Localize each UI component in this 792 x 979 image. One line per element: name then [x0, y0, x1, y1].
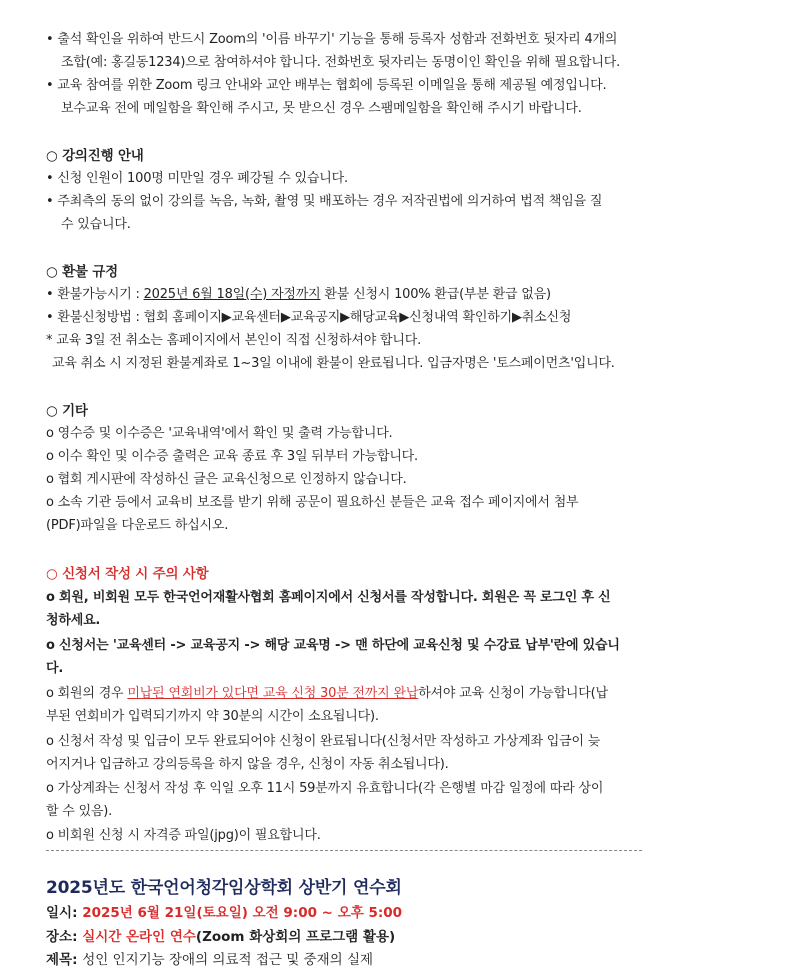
virtual-account-notice-cont: 할 수 있음). — [46, 804, 113, 819]
refund-method: • 환불신청방법 : 협회 홈페이지▶교육센터▶교육공지▶해당교육▶신청내역 확인하기▶취소신청 — [46, 310, 572, 325]
copyright-notice-cont: 수 있습니다. — [61, 217, 131, 232]
refund-period-detail: 환불 신청시 100% 환급(부분 환급 없음) — [320, 287, 551, 302]
payment-complete-notice: o 신청서 작성 및 입금이 모두 완료되어야 신청이 완료됩니다(신청서만 작성하고 가상계좌 입금이 늦 — [46, 734, 601, 749]
official-doc-notice-cont: (PDF)파일을 다운로드 하십시오. — [46, 518, 229, 533]
etc-heading: ○ 기타 — [46, 403, 88, 419]
form-location-notice-cont: 다. — [46, 661, 64, 676]
membership-fee-deadline: 미납된 연회비가 있다면 교육 신청 30분 전까지 완납 — [127, 686, 419, 701]
event-place-label: 장소: — [46, 929, 83, 945]
event-place-value: 실시간 온라인 연수 — [82, 929, 196, 945]
event-title: 2025년도 한국언어청각임상학회 상반기 연수회 — [46, 878, 402, 898]
membership-fee-notice — [46, 684, 746, 704]
event-place — [46, 927, 395, 947]
event-date-label: 일시: — [46, 905, 83, 921]
login-notice-cont: 청하세요. — [46, 613, 101, 628]
refund-heading: ○ 환불 규정 — [46, 264, 118, 280]
official-doc-notice: o 소속 기관 등에서 교육비 보조를 받기 위해 공문이 필요하신 분들은 교육 접수 페이지에서 첨부 — [46, 495, 579, 510]
lecture-cancel-notice: • 신청 인원이 100명 미만일 경우 폐강될 수 있습니다. — [46, 171, 348, 186]
event-topic — [46, 950, 373, 970]
receipt-notice: o 영수증 및 이수증은 '교육내역'에서 확인 및 출력 가능합니다. — [46, 426, 393, 441]
payment-complete-notice-cont: 어지거나 입금하고 강의등록을 하지 않을 경우, 신청이 자동 취소됩니다). — [46, 757, 449, 772]
zoom-link-notice-cont: 보수교육 전에 메일함을 확인해 주시고, 못 받으신 경우 스팸메일함을 확인해 주시기 바랍니다. — [61, 101, 582, 116]
membership-fee-lead: o 회원의 경우 — [46, 686, 128, 701]
zoom-rename-notice: • 출석 확인을 위하여 반드시 Zoom의 '이름 바꾸기' 기능을 통해 등록자 성함과 전화번호 뒷자리 4개의 — [46, 32, 618, 47]
virtual-account-notice: o 가상계좌는 신청서 작성 후 익일 오후 11시 59분까지 유효합니다(각 은행별 마감 일정에 따라 상이 — [46, 781, 604, 796]
event-topic-label: 제목: — [46, 952, 83, 968]
non-member-notice: o 비회원 신청 시 자격증 파일(jpg)이 필요합니다. — [46, 828, 321, 843]
certificate-notice: o 이수 확인 및 이수증 출력은 교육 종료 후 3일 뒤부터 가능합니다. — [46, 449, 418, 464]
event-date — [46, 903, 402, 923]
login-notice: o 회원, 비회원 모두 한국언어재활사협회 홈페이지에서 신청서를 작성합니다. 회원은 꼭 로그인 후 신 — [46, 590, 611, 605]
board-notice: o 협회 게시판에 작성하신 글은 교육신청으로 인정하지 않습니다. — [46, 472, 407, 487]
lecture-heading: ○ 강의진행 안내 — [46, 148, 144, 164]
refund-period-label: • 환불가능시기 : — [46, 287, 144, 302]
event-topic-value: 성인 인지기능 장애의 의료적 접근 및 중재의 실제 — [82, 952, 374, 968]
event-place-note: (Zoom 화상회의 프로그램 활용) — [195, 929, 396, 945]
refund-deadline: 2025년 6월 18일(수) 자정까지 — [143, 287, 321, 302]
zoom-rename-notice-cont: 조합(예: 홍길동1234)으로 참여하셔야 합니다. 전화번호 뒷자리는 동명이인 확인을 위해 필요합니다. — [61, 55, 621, 70]
membership-fee-tail: 하셔야 교육 신청이 가능합니다(납 — [418, 686, 608, 701]
refund-account-notice: 교육 취소 시 지정된 환불계좌로 1~3일 이내에 환불이 완료됩니다. 입금자명은 '토스페이먼츠'입니다. — [52, 356, 615, 371]
caution-heading: ○ 신청서 작성 시 주의 사항 — [46, 566, 209, 582]
copyright-notice: • 주최측의 동의 없이 강의를 녹음, 녹화, 촬영 및 배포하는 경우 저작권법에 의거하여 법적 책임을 질 — [46, 194, 603, 209]
refund-period — [46, 285, 746, 305]
dashed-divider — [46, 850, 642, 851]
form-location-notice: o 신청서는 '교육센터 -> 교육공지 -> 해당 교육명 -> 맨 하단에 교육신청 및 수강료 납부'란에 있습니 — [46, 638, 620, 653]
refund-3day-notice: * 교육 3일 전 취소는 홈페이지에서 본인이 직접 신청하셔야 합니다. — [46, 333, 422, 348]
zoom-link-notice: • 교육 참여를 위한 Zoom 링크 안내와 교안 배부는 협회에 등록된 이메일을 통해 제공될 예정입니다. — [46, 78, 607, 93]
membership-fee-notice-cont: 부된 연회비가 입력되기까지 약 30분의 시간이 소요됩니다). — [46, 709, 379, 724]
event-date-value: 2025년 6월 21일(토요일) 오전 9:00 ~ 오후 5:00 — [82, 905, 403, 921]
